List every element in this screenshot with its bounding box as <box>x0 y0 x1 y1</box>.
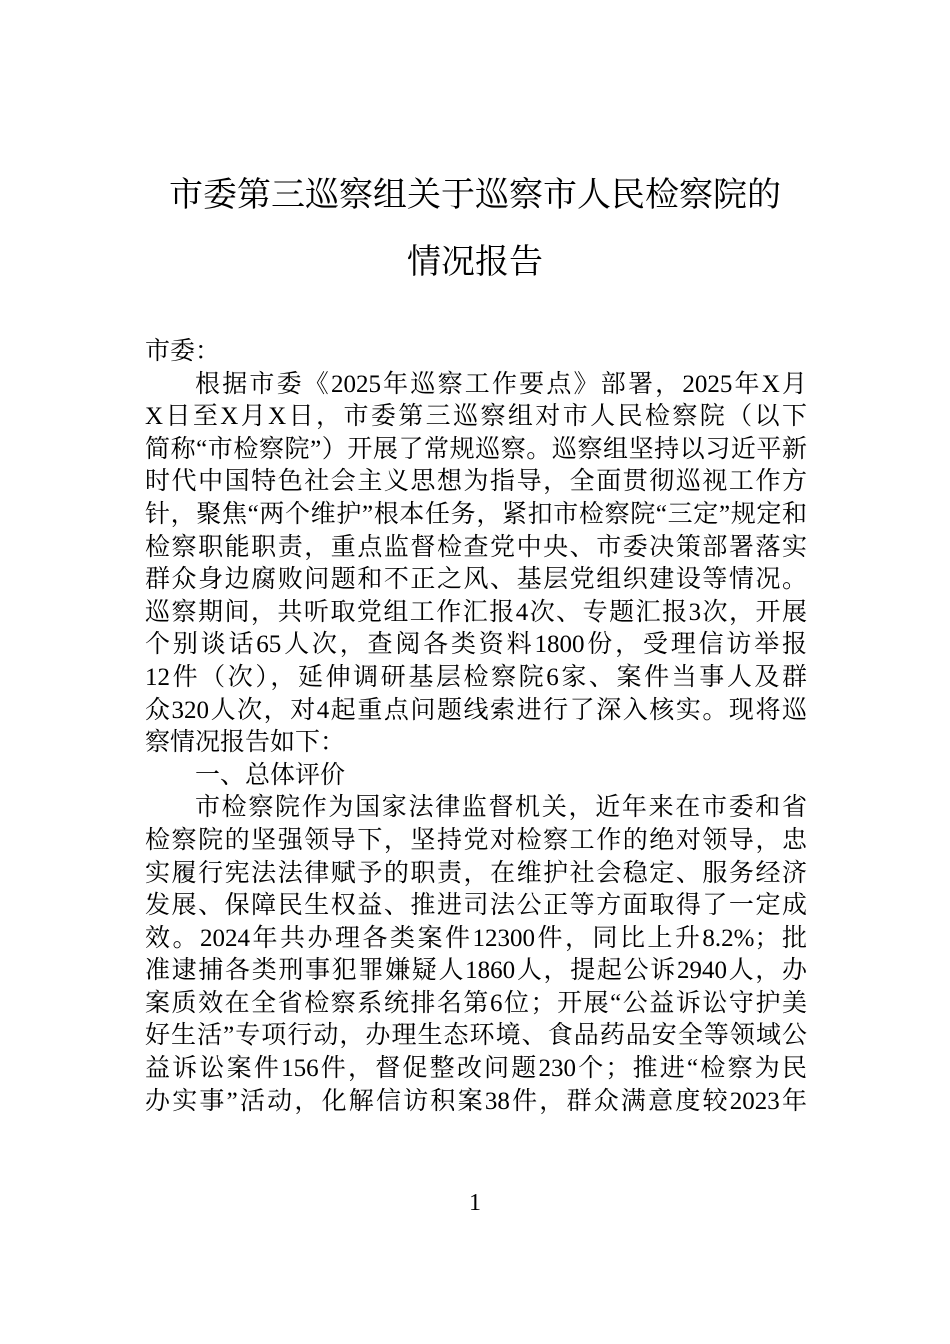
body-line: 市检察院作为国家法律监督机关，近年来在市委和省 <box>195 794 807 822</box>
body-line: 针，聚焦“两个维护”根本任务，紧扣市检察院“三定”规定和 <box>145 500 807 528</box>
page-number: 1 <box>469 1190 481 1216</box>
document-title-line-2: 情况报告 <box>407 242 543 282</box>
body-line: 巡察期间，共听取党组工作汇报4次、专题汇报3次，开展 <box>145 598 807 626</box>
body-line: 实履行宪法法律赋予的职责，在维护社会稳定、服务经济 <box>145 859 807 887</box>
body-line: 益诉讼案件156件，督促整改问题230个；推进“检察为民 <box>145 1055 807 1083</box>
body-line: 根据市委《2025年巡察工作要点》部署，2025年X月 <box>195 370 807 398</box>
body-line: 12件（次），延伸调研基层检察院6家、案件当事人及群 <box>145 663 807 691</box>
document-body <box>145 336 807 1118</box>
body-line: 发展、保障民生权益、推进司法公正等方面取得了一定成 <box>145 892 807 920</box>
body-line: 个别谈话65人次，查阅各类资料1800份，受理信访举报 <box>145 631 807 659</box>
body-lines <box>145 369 807 1119</box>
body-line: 察情况报告如下： <box>145 729 346 757</box>
body-line: X日至X月X日，市委第三巡察组对市人民检察院（以下 <box>145 403 807 431</box>
section-heading: 一、总体评价 <box>195 761 346 789</box>
document-title-line-1: 市委第三巡察组关于巡察市人民检察院的 <box>169 175 781 215</box>
body-line: 群众身边腐败问题和不正之风、基层党组织建设等情况。 <box>145 566 807 594</box>
body-line: 时代中国特色社会主义思想为指导，全面贯彻巡视工作方 <box>145 468 807 496</box>
body-line: 准逮捕各类刑事犯罪嫌疑人1860人，提起公诉2940人，办 <box>145 957 807 985</box>
body-line: 好生活”专项行动，办理生态环境、食品药品安全等领域公 <box>145 1022 807 1050</box>
body-line: 办实事”活动，化解信访积案38件，群众满意度较2023年 <box>145 1087 807 1115</box>
body-line: 效。2024年共办理各类案件12300件，同比上升8.2%；批 <box>145 924 807 952</box>
body-line: 案质效在全省检察系统排名第6位；开展“公益诉讼守护美 <box>145 989 807 1017</box>
body-line: 检察职能职责，重点监督检查党中央、市委决策部署落实 <box>145 533 807 561</box>
body-line: 众320人次，对4起重点问题线索进行了深入核实。现将巡 <box>145 696 807 724</box>
body-line: 检察院的坚强领导下，坚持党对检察工作的绝对领导，忠 <box>145 826 807 854</box>
salutation: 市委： <box>145 338 221 365</box>
body-line: 简称“市检察院”）开展了常规巡察。巡察组坚持以习近平新 <box>145 435 807 463</box>
